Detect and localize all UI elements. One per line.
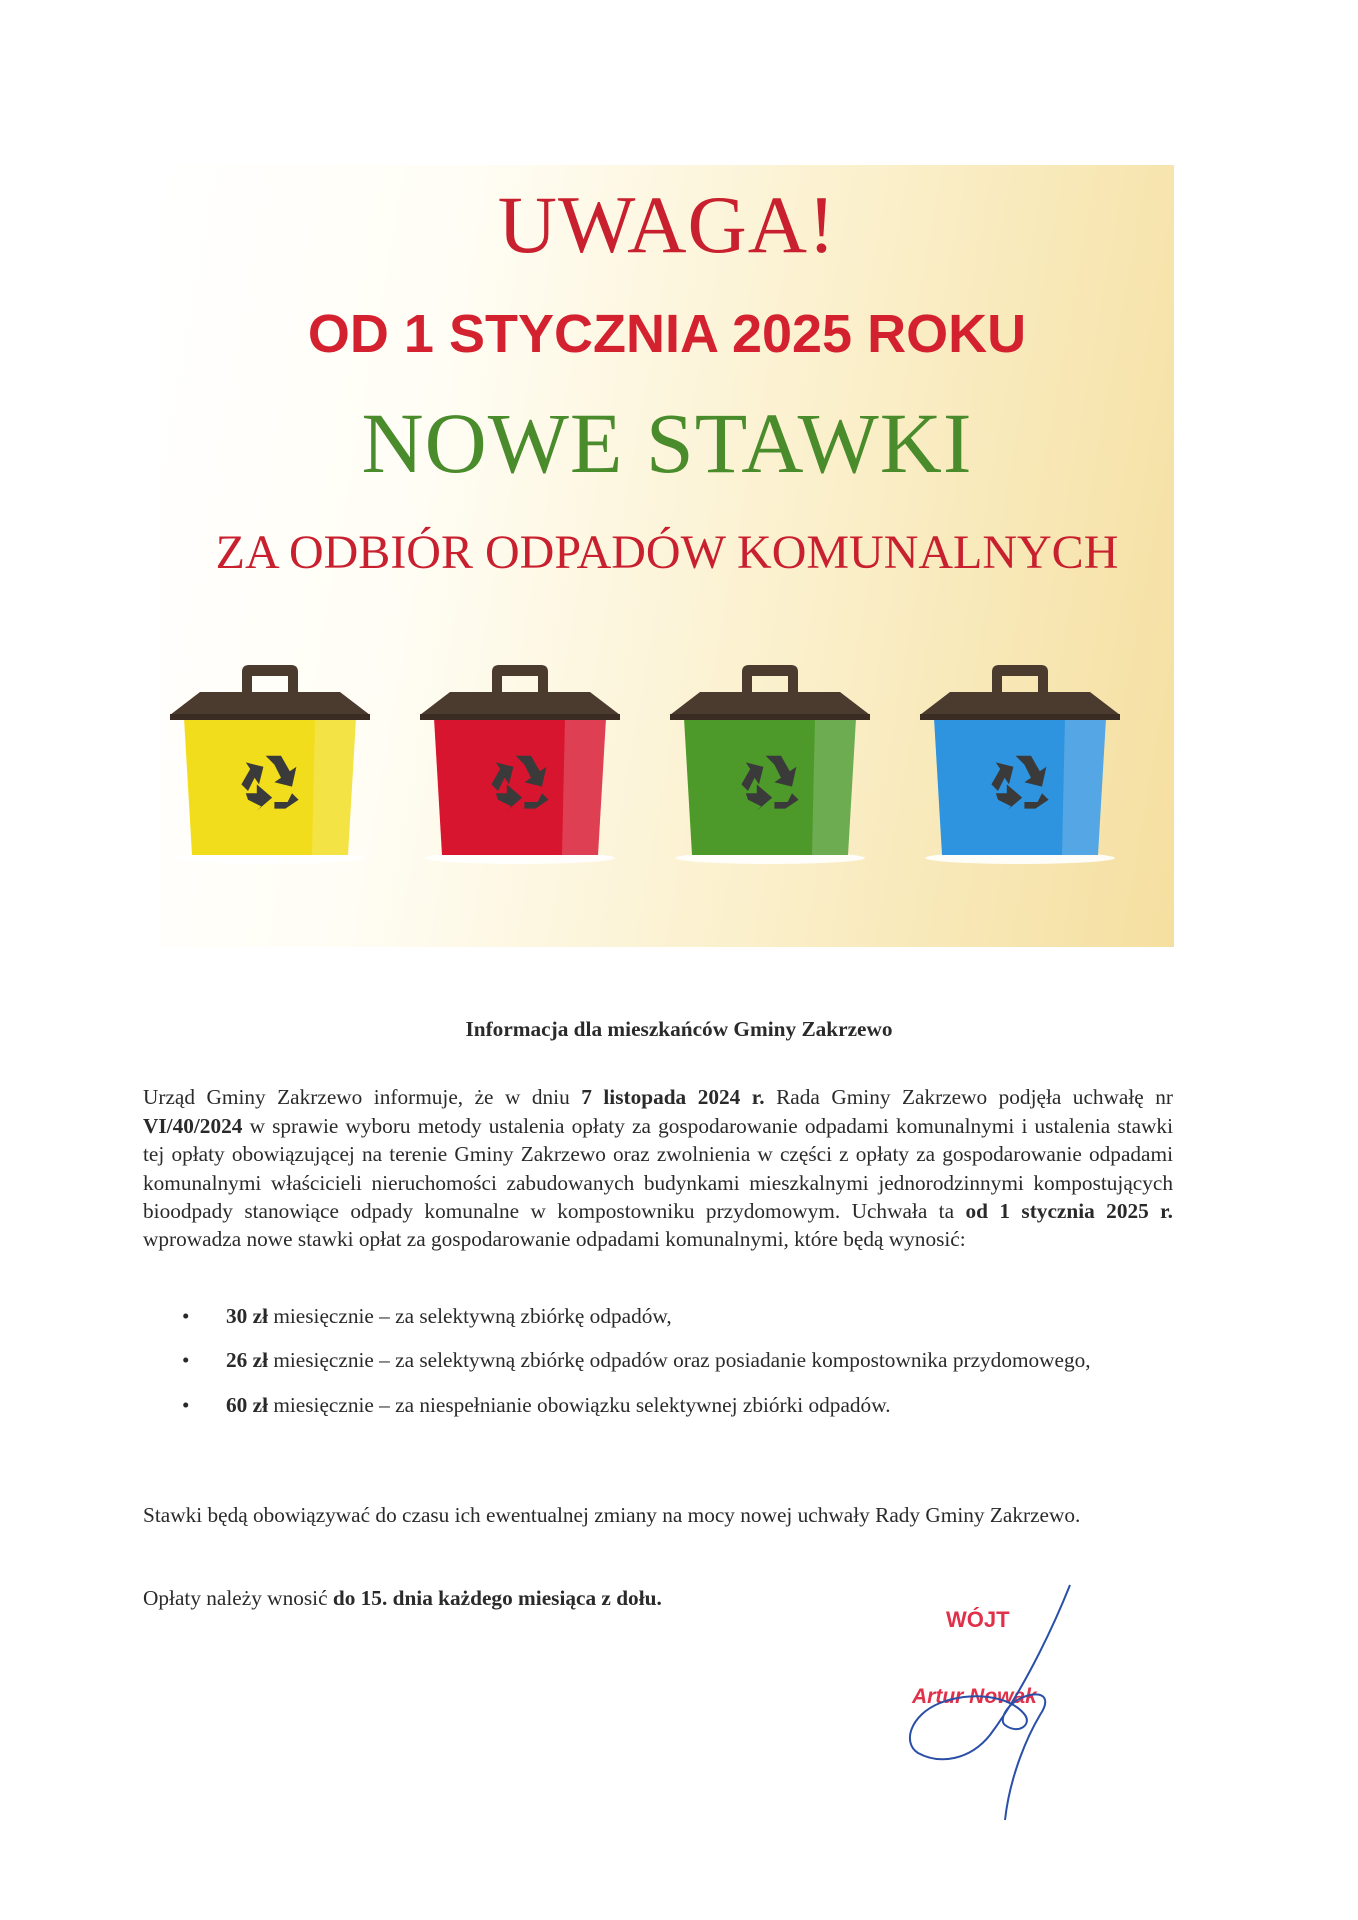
stamp-role: WÓJT [946, 1607, 1010, 1632]
rate-amount: 26 zł [226, 1348, 268, 1373]
rate-description: miesięcznie – za selektywną zbiórkę odpadów oraz posiadanie kompostownika przydomowego, [268, 1348, 1091, 1373]
recycling-bin [920, 665, 1120, 864]
signature-stamp [900, 1575, 1100, 1825]
bullet-icon: • [182, 1348, 190, 1373]
rates-list [143, 1302, 1173, 1435]
effective-date: od 1 stycznia 2025 r. [965, 1198, 1173, 1223]
intro-text: w sprawie wyboru metody ustalenia opłaty za gospodarowanie odpadami komunalnymi i ustalenia stawki tej opłaty obowiązującej na terenie Gminy Zakrzewo oraz zwolnienia w części z opłaty za gospodarowanie odpadami komunalnymi właścicieli nieruchomości zabudowanych budynkami mieszkalnymi jednorodzinnymi kompostujących bioodpady stanowiące odpady komunalne w kompostowniku przydomowym. Uchwała ta [143, 1113, 1173, 1223]
payment-text: Opłaty należy wnosić [143, 1586, 333, 1611]
payment-deadline: do 15. dnia każdego miesiąca z dołu. [332, 1586, 662, 1611]
list-item [143, 1391, 1173, 1419]
notice-heading: Informacja dla mieszkańców Gminy Zakrzewo [465, 1017, 893, 1041]
rate-description: miesięcznie – za niespełnianie obowiązku selektywnej zbiórki odpadów. [268, 1392, 891, 1417]
intro-text: Urząd Gminy Zakrzewo informuje, że w dniu [143, 1085, 582, 1110]
banner-headline: NOWE STAWKI [361, 395, 973, 491]
bullet-icon: • [182, 1392, 190, 1417]
rate-description: miesięcznie – za selektywną zbiórkę odpadów, [268, 1304, 672, 1328]
resolution-number: VI/40/2024 [143, 1113, 243, 1138]
rate-amount: 60 zł [226, 1392, 268, 1417]
validity-paragraph: Stawki będą obowiązywać do czasu ich ewentualnej zmiany na mocy nowej uchwały Rady Gminy Zakrzewo. [143, 1503, 1081, 1528]
recycling-bin [420, 665, 620, 864]
stamp-name: Artur Nowak [912, 1685, 1037, 1708]
banner-title: UWAGA! [497, 179, 837, 270]
recycling-bin [170, 665, 370, 864]
list-item [143, 1346, 1173, 1374]
intro-text: wprowadza nowe stawki opłat za gospodarowanie odpadami komunalnymi, które będą wynosić: [143, 1227, 966, 1252]
resolution-date: 7 listopada 2024 r. [581, 1085, 765, 1110]
intro-paragraph [143, 1083, 1173, 1253]
list-item [143, 1302, 1173, 1330]
banner-date-line: OD 1 STYCZNIA 2025 ROKU [307, 304, 1027, 364]
recycling-bins-illustration [160, 620, 1174, 947]
rate-amount: 30 zł [226, 1304, 268, 1328]
intro-text: Rada Gminy Zakrzewo podjęła uchwałę nr [764, 1085, 1173, 1110]
bullet-icon: • [182, 1304, 190, 1328]
recycling-bin [670, 665, 870, 864]
banner-subline: ZA ODBIÓR ODPADÓW KOMUNALNYCH [215, 526, 1119, 579]
announcement-banner [160, 165, 1174, 947]
